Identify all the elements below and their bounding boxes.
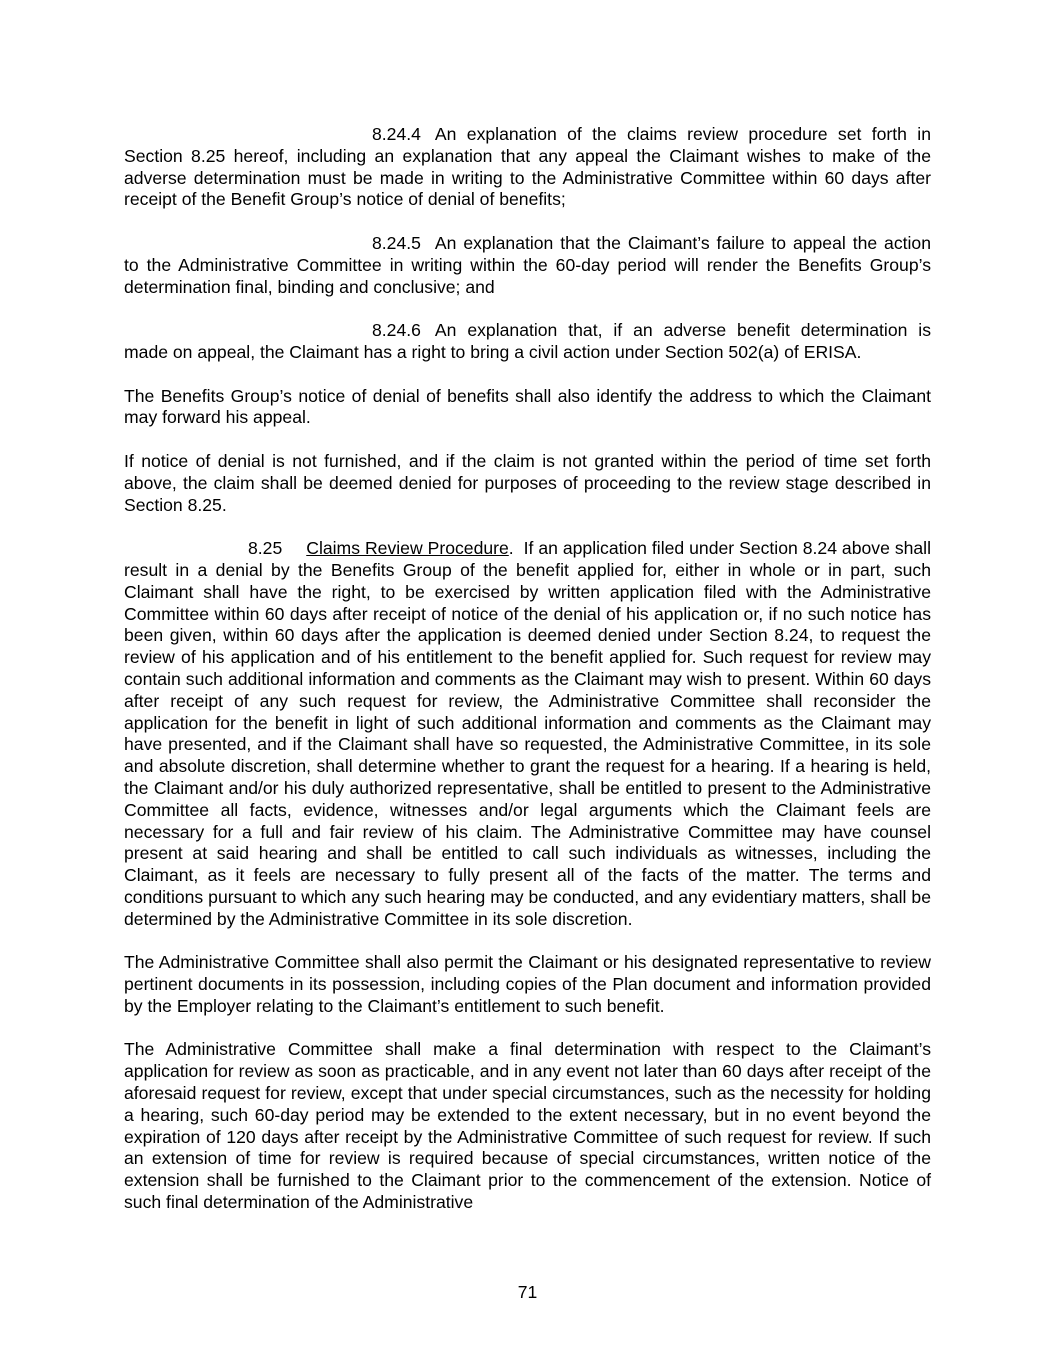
section-heading-punct: . xyxy=(508,538,514,559)
document-page xyxy=(124,124,931,1236)
paragraph-appeal-address: The Benefits Group’s notice of denial of benefits shall also identify the address to which the Claimant may forward his appeal. xyxy=(124,385,931,428)
paragraph-8-24-5 xyxy=(124,233,931,298)
section-heading: Claims Review Procedure xyxy=(306,538,509,559)
section-8-25 xyxy=(124,538,931,930)
paragraph-8-24-4 xyxy=(124,124,931,211)
page-number: 71 xyxy=(517,1282,538,1302)
paragraph-deemed-denied: If notice of denial is not furnished, and if the claim is not granted within the period of time set forth above, the claim shall be deemed denied for purposes of proceeding to the review stage described in Section 8.25. xyxy=(124,450,931,515)
paragraph-review-documents: The Administrative Committee shall also permit the Claimant or his designated representative to review pertinent documents in its possession, including copies of the Plan document and information provided by the Employer relating to the Claimant’s entitlement to such benefit. xyxy=(124,952,931,1016)
paragraph-8-24-6 xyxy=(124,320,931,364)
section-number: 8.25 xyxy=(248,538,283,559)
section-text: If an application filed under Section 8.24 above shall result in a denial by the Benefits Group of the benefit applied for, either in whole or in part, such Claimant shall have the right, to be exercised by written application filed with the Administrative Committee within 60 days after receipt of notice of the denial of his application or, if no such notice has been given, within 60 days after the application is deemed denied under Section 8.24, to request the review of his application and of his entitlement to the benefit applied for. Such request for review may contain such additional information and comments as the Claimant may wish to present. Within 60 days after receipt of any such request for review, the Administrative Committee shall reconsider the application for the benefit in light of such additional information and comments as the Claimant may have presented, and if the Claimant shall have so requested, the Administrative Committee, in its sole and absolute discretion, shall determine whether to grant the request for a hearing. If a hearing is held, the Claimant and/or his duly authorized representative, shall be entitled to present to the Administrative Committee all facts, evidence, witnesses and/or legal arguments which the Claimant feels are necessary for a full and fair review of his claim. The Administrative Committee may have counsel present at said hearing and shall be entitled to call such individuals as witnesses, including the Claimant, as it feels are necessary to fully present all of the facts of the matter. The terms and conditions pursuant to which any such hearing may be conducted, and any evidentiary matters, shall be determined by the Administrative Committee in its sole discretion. xyxy=(124,538,932,929)
paragraph-text: An explanation that the Claimant’s failure to appeal the action to the Administrative Committee in writing within the 60-day period will render the Benefits Group’s determination final, binding and conclusive; and xyxy=(124,232,931,297)
paragraph-text: An explanation that, if an adverse benefit determination is made on appeal, the Claimant has a right to bring a civil action under Section 502(a) of ERISA. xyxy=(124,320,931,362)
paragraph-number: 8.24.5 xyxy=(372,232,421,253)
paragraph-final-determination: The Administrative Committee shall make a final determination with respect to the Claimant’s application for review as soon as practicable, and in any event not later than 60 days after receipt of the aforesaid request for review, except that under special circumstances, such as the necessity for holding a hearing, such 60-day period may be extended to the extent necessary, but in no event beyond the expiration of 120 days after receipt by the Administrative Committee of such request for review. If such an extension of time for review is required because of special circumstances, written notice of the extension shall be furnished to the Claimant prior to the commencement of the extension. Notice of such final determination of the Administrative xyxy=(124,1039,931,1213)
paragraph-text: An explanation of the claims review procedure set forth in Section 8.25 hereof, including an explanation that any appeal the Claimant wishes to make of the adverse determination must be made in writing to the Administrative Committee within 60 days after receipt of the Benefit Group’s notice of denial of benefits; xyxy=(124,124,931,210)
paragraph-number: 8.24.6 xyxy=(372,320,421,341)
paragraph-number: 8.24.4 xyxy=(372,124,421,144)
